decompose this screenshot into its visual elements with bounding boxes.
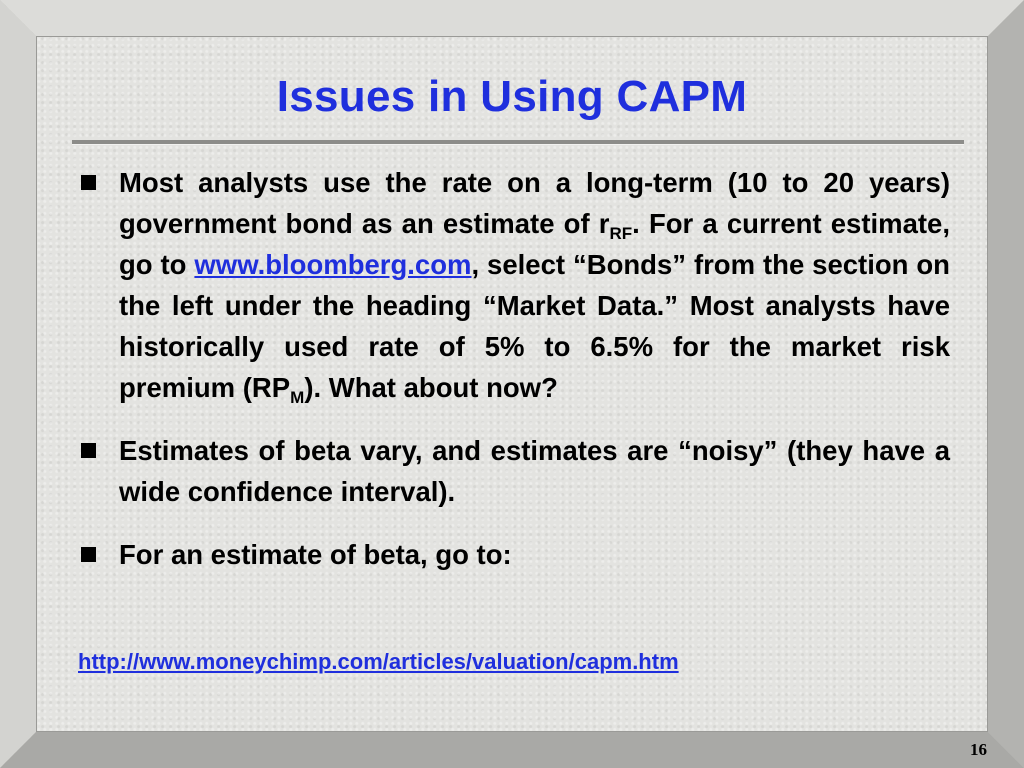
bloomberg-link[interactable]: www.bloomberg.com [194,249,472,280]
square-bullet-icon [81,547,96,562]
bullet-text: Estimates of beta vary, and estimates are “noisy” (they have a wide confidence interval). [119,435,950,507]
page-number: 16 [970,740,987,759]
title-divider [72,140,964,145]
square-bullet-icon [81,175,96,190]
subscript-rf: RF [609,224,633,243]
bullet-text: Most analysts use the rate on a long-term (10 to 20 years) government bond as an estimate of r [119,167,950,239]
bullet-text: For an estimate of beta, go to: [119,539,512,570]
bullet-item-beta-noisy [78,430,950,512]
frame-bevel-top [0,0,1024,36]
bullet-list [78,162,950,575]
bullet-text: , select “Bonds” from the section on the left under the heading “Market Data.” Most analysts have historically used rate of 5% to 6.5% for the market risk premium (RP [119,249,950,403]
bullet-text: ). What about now? [304,372,558,403]
bullet-item-beta-source [78,534,950,575]
moneychimp-link[interactable]: http://www.moneychimp.com/articles/valuation/capm.htm [78,649,679,674]
square-bullet-icon [81,443,96,458]
bullet-text: . For a current estimate, go to [119,208,950,280]
slide-title: Issues in Using CAPM [276,72,748,121]
subscript-m: M [290,388,305,407]
bullet-item-risk-free-rate [78,162,950,408]
frame-bevel-bottom [0,732,1024,768]
